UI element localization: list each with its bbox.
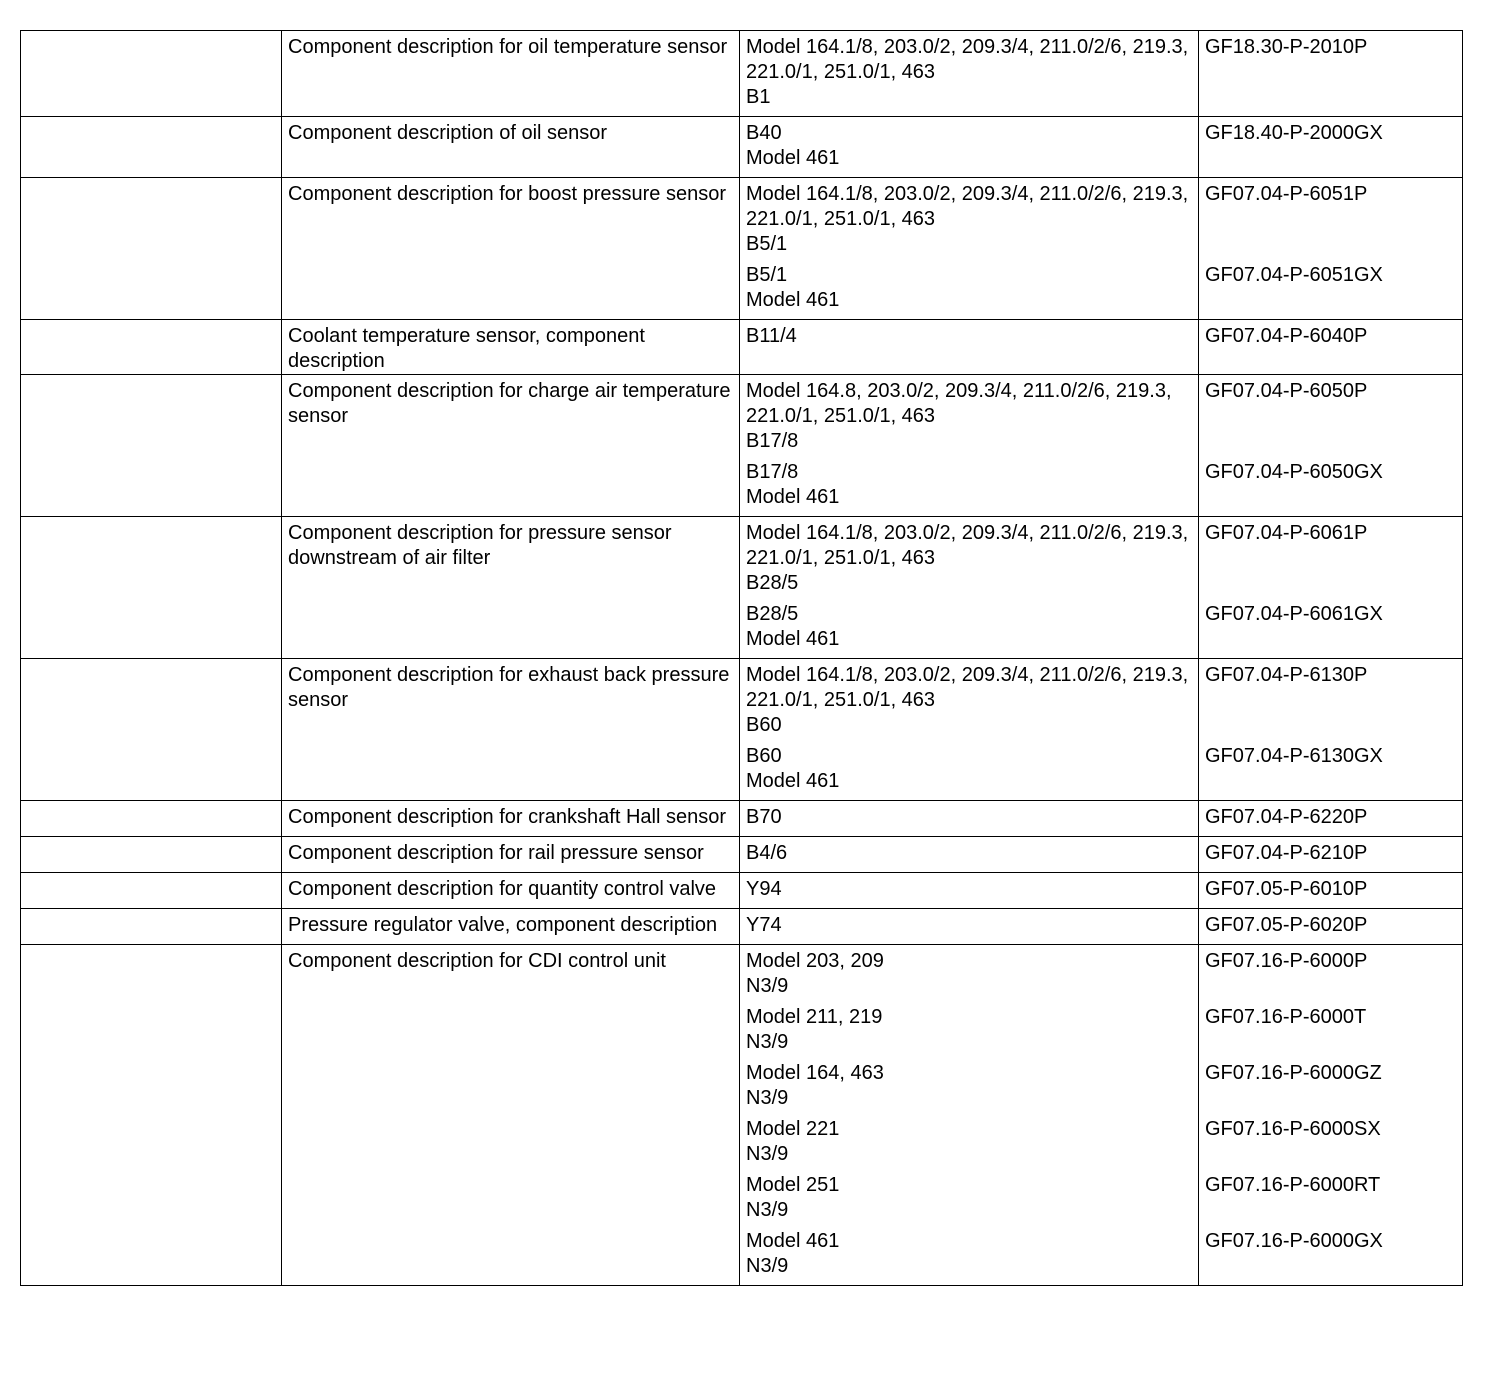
- model-line: N3/9: [746, 1087, 789, 1109]
- reference-entry: [1205, 121, 1456, 177]
- model-entry: [746, 182, 1192, 263]
- component-reference-table: [20, 30, 1463, 1286]
- model-line: Model 461: [746, 486, 840, 508]
- model-entry: [746, 913, 1192, 944]
- reference-entry: [1205, 1117, 1456, 1173]
- model-cell: [740, 117, 1199, 178]
- blank-cell: [21, 945, 282, 1286]
- description-cell: [282, 659, 740, 801]
- model-line: Model 203, 209: [746, 950, 884, 972]
- reference-cell: [1199, 659, 1463, 801]
- table-row: [21, 659, 1463, 801]
- component-description: Component description of oil sensor: [288, 122, 608, 144]
- description-cell: [282, 517, 740, 659]
- reference-entry: [1205, 324, 1456, 355]
- blank-cell: [21, 178, 282, 320]
- model-line: B70: [746, 806, 782, 828]
- reference-entry: [1205, 877, 1456, 908]
- reference-entry: [1205, 460, 1456, 516]
- model-line: B1: [746, 86, 771, 108]
- model-line: B60: [746, 714, 782, 736]
- reference-entry: [1205, 379, 1456, 460]
- table-row: [21, 837, 1463, 873]
- document-reference-code: GF07.16-P-6000RT: [1205, 1174, 1381, 1196]
- document-reference-code: GF07.05-P-6010P: [1205, 878, 1368, 900]
- table-row: [21, 945, 1463, 1286]
- blank-cell: [21, 837, 282, 873]
- model-entry: [746, 1229, 1192, 1285]
- document-reference-code: GF07.04-P-6050P: [1205, 380, 1368, 402]
- document-reference-code: GF18.30-P-2010P: [1205, 36, 1368, 58]
- model-line: N3/9: [746, 1143, 789, 1165]
- document-reference-code: GF07.04-P-6130GX: [1205, 745, 1383, 767]
- description-cell: [282, 837, 740, 873]
- document-reference-code: GF07.04-P-6050GX: [1205, 461, 1383, 483]
- model-line: Model 461: [746, 147, 840, 169]
- component-description: Component description for pressure sensor downstream of air filter: [288, 522, 672, 569]
- component-description: Component description for quantity control valve: [288, 878, 717, 900]
- model-line: N3/9: [746, 1199, 789, 1221]
- model-line: N3/9: [746, 975, 789, 997]
- blank-cell: [21, 117, 282, 178]
- document-reference-code: GF18.40-P-2000GX: [1205, 122, 1383, 144]
- reference-entry: [1205, 663, 1456, 744]
- component-description: Component description for crankshaft Hall sensor: [288, 806, 726, 828]
- component-description: Coolant temperature sensor, component description: [288, 325, 645, 372]
- blank-cell: [21, 873, 282, 909]
- model-line: B28/5: [746, 603, 799, 625]
- model-line: B28/5: [746, 572, 799, 594]
- description-cell: [282, 117, 740, 178]
- reference-cell: [1199, 117, 1463, 178]
- blank-cell: [21, 375, 282, 517]
- reference-entry: [1205, 949, 1456, 1005]
- model-entry: [746, 1173, 1192, 1229]
- table-row: [21, 909, 1463, 945]
- model-line: Model 461: [746, 289, 840, 311]
- model-line: B4/6: [746, 842, 788, 864]
- model-line: Model 461: [746, 770, 840, 792]
- document-reference-code: GF07.04-P-6061GX: [1205, 603, 1383, 625]
- reference-entry: [1205, 602, 1456, 658]
- reference-entry: [1205, 1229, 1456, 1285]
- reference-entry: [1205, 182, 1456, 263]
- reference-entry: [1205, 1061, 1456, 1117]
- model-cell: [740, 517, 1199, 659]
- model-entry: [746, 949, 1192, 1005]
- document-reference-code: GF07.04-P-6051P: [1205, 183, 1368, 205]
- description-cell: [282, 909, 740, 945]
- model-entry: [746, 263, 1192, 319]
- model-line: Model 164, 463: [746, 1062, 884, 1084]
- model-entry: [746, 379, 1192, 460]
- model-cell: [740, 375, 1199, 517]
- model-line: B40: [746, 122, 782, 144]
- model-line: Model 461: [746, 1230, 840, 1252]
- model-line: Model 164.1/8, 203.0/2, 209.3/4, 211.0/2/6, 219.3, 221.0/1, 251.0/1, 463: [746, 183, 1194, 230]
- table-row: [21, 31, 1463, 117]
- model-entry: [746, 744, 1192, 800]
- document-reference-code: GF07.04-P-6210P: [1205, 842, 1368, 864]
- reference-entry: [1205, 805, 1456, 836]
- reference-entry: [1205, 841, 1456, 872]
- model-line: Model 164.1/8, 203.0/2, 209.3/4, 211.0/2/6, 219.3, 221.0/1, 251.0/1, 463: [746, 664, 1194, 711]
- model-line: Y94: [746, 878, 782, 900]
- component-description: Component description for boost pressure sensor: [288, 183, 727, 205]
- model-line: Model 251: [746, 1174, 840, 1196]
- document-reference-code: GF07.16-P-6000SX: [1205, 1118, 1381, 1140]
- document-reference-code: GF07.16-P-6000GX: [1205, 1230, 1383, 1252]
- reference-entry: [1205, 521, 1456, 602]
- model-cell: [740, 873, 1199, 909]
- model-entry: [746, 460, 1192, 516]
- description-cell: [282, 178, 740, 320]
- model-line: B5/1: [746, 233, 788, 255]
- model-cell: [740, 320, 1199, 375]
- blank-cell: [21, 517, 282, 659]
- model-cell: [740, 178, 1199, 320]
- reference-cell: [1199, 375, 1463, 517]
- reference-cell: [1199, 945, 1463, 1286]
- reference-entry: [1205, 913, 1456, 944]
- table-row: [21, 320, 1463, 375]
- component-description: Component description for charge air temperature sensor: [288, 380, 731, 427]
- table-row: [21, 375, 1463, 517]
- blank-cell: [21, 801, 282, 837]
- description-cell: [282, 801, 740, 837]
- model-entry: [746, 663, 1192, 744]
- reference-entry: [1205, 35, 1456, 116]
- description-cell: [282, 320, 740, 375]
- description-cell: [282, 31, 740, 117]
- model-line: B60: [746, 745, 782, 767]
- blank-cell: [21, 909, 282, 945]
- model-line: Model 164.1/8, 203.0/2, 209.3/4, 211.0/2/6, 219.3, 221.0/1, 251.0/1, 463: [746, 522, 1194, 569]
- reference-cell: [1199, 517, 1463, 659]
- blank-cell: [21, 31, 282, 117]
- model-entry: [746, 1061, 1192, 1117]
- model-entry: [746, 35, 1192, 116]
- reference-cell: [1199, 873, 1463, 909]
- document-reference-code: GF07.16-P-6000T: [1205, 1006, 1367, 1028]
- model-line: Model 164.8, 203.0/2, 209.3/4, 211.0/2/6, 219.3, 221.0/1, 251.0/1, 463: [746, 380, 1178, 427]
- component-description: Component description for CDI control unit: [288, 950, 666, 972]
- reference-entry: [1205, 744, 1456, 800]
- model-entry: [746, 324, 1192, 355]
- model-line: B17/8: [746, 430, 799, 452]
- reference-cell: [1199, 320, 1463, 375]
- reference-entry: [1205, 1005, 1456, 1061]
- reference-cell: [1199, 31, 1463, 117]
- document-reference-code: GF07.04-P-6130P: [1205, 664, 1368, 686]
- model-line: Model 221: [746, 1118, 840, 1140]
- reference-cell: [1199, 837, 1463, 873]
- model-line: Model 164.1/8, 203.0/2, 209.3/4, 211.0/2/6, 219.3, 221.0/1, 251.0/1, 463: [746, 36, 1194, 83]
- model-line: Model 461: [746, 628, 840, 650]
- model-line: N3/9: [746, 1031, 789, 1053]
- model-line: Model 211, 219: [746, 1006, 883, 1028]
- model-cell: [740, 31, 1199, 117]
- document-reference-code: GF07.04-P-6061P: [1205, 522, 1368, 544]
- reference-entry: [1205, 1173, 1456, 1229]
- description-cell: [282, 375, 740, 517]
- table-body: [21, 31, 1463, 1286]
- reference-entry: [1205, 263, 1456, 319]
- model-cell: [740, 837, 1199, 873]
- table-row: [21, 517, 1463, 659]
- reference-cell: [1199, 909, 1463, 945]
- model-entry: [746, 521, 1192, 602]
- model-cell: [740, 659, 1199, 801]
- reference-cell: [1199, 801, 1463, 837]
- document-reference-code: GF07.04-P-6220P: [1205, 806, 1368, 828]
- model-entry: [746, 805, 1192, 836]
- component-description: Component description for rail pressure sensor: [288, 842, 704, 864]
- model-entry: [746, 1117, 1192, 1173]
- model-entry: [746, 1005, 1192, 1061]
- document-reference-code: GF07.16-P-6000GZ: [1205, 1062, 1382, 1084]
- component-description: Component description for oil temperature sensor: [288, 36, 728, 58]
- component-description: Component description for exhaust back pressure sensor: [288, 664, 730, 711]
- model-cell: [740, 945, 1199, 1286]
- model-entry: [746, 841, 1192, 872]
- model-line: Y74: [746, 914, 782, 936]
- model-line: B5/1: [746, 264, 788, 286]
- model-entry: [746, 602, 1192, 658]
- document-reference-code: GF07.05-P-6020P: [1205, 914, 1368, 936]
- blank-cell: [21, 659, 282, 801]
- model-cell: [740, 909, 1199, 945]
- document-reference-code: GF07.04-P-6051GX: [1205, 264, 1383, 286]
- model-entry: [746, 121, 1192, 177]
- reference-cell: [1199, 178, 1463, 320]
- model-entry: [746, 877, 1192, 908]
- description-cell: [282, 945, 740, 1286]
- document-reference-code: GF07.04-P-6040P: [1205, 325, 1368, 347]
- table-row: [21, 178, 1463, 320]
- component-description: Pressure regulator valve, component description: [288, 914, 718, 936]
- blank-cell: [21, 320, 282, 375]
- model-line: B17/8: [746, 461, 799, 483]
- document-page: [20, 30, 1462, 1286]
- model-cell: [740, 801, 1199, 837]
- table-row: [21, 117, 1463, 178]
- table-row: [21, 873, 1463, 909]
- table-row: [21, 801, 1463, 837]
- model-line: B11/4: [746, 325, 797, 347]
- model-line: N3/9: [746, 1255, 789, 1277]
- document-reference-code: GF07.16-P-6000P: [1205, 950, 1368, 972]
- description-cell: [282, 873, 740, 909]
